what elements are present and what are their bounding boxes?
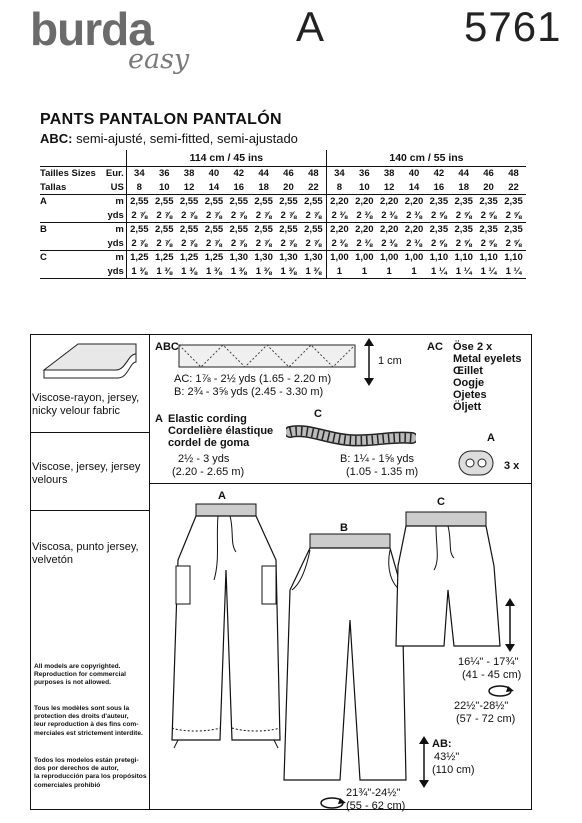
copyright-line: comerciales prohibió [34,781,101,789]
size-cell: 16 [426,181,451,195]
yardage-cell: 2,20 [404,196,424,208]
yardage-cell: 2 ⅞ [251,237,276,251]
yardage-cell: 1,00 [379,252,399,264]
view-label-empty [40,265,96,279]
size-cell: 44 [458,168,469,180]
yardage-cell: 2 ⅝ [476,237,501,251]
yardage-cell: 2,35 [504,196,523,208]
unit-yds: yds [96,265,127,279]
yardage-cell: 2 ⅜ [352,237,377,251]
yardage-cell: 1 [352,265,377,279]
size-cell: 38 [383,168,395,180]
yardage-cell: 2,55 [301,195,327,209]
page-subtitle [40,131,298,146]
yardage-cell: 2,35 [454,196,473,208]
fabric-en [32,392,139,417]
yardage-cell: 1,00 [330,252,349,264]
fabric-es-line: velvetón [32,553,73,566]
copyright-line: protection des droits d'auteur, [34,713,129,721]
copyright-line: Todos los modelos están pretegi- [34,757,139,764]
yardage-cell: 2,55 [279,196,298,208]
yardage-cell: 2 ⅞ [202,237,227,251]
row-unit: US [96,181,127,195]
size-cell: 48 [508,168,519,180]
yardage-cell: 2,55 [204,224,224,236]
copyright-fr [34,705,143,738]
size-cell: 22 [301,181,327,195]
size-cell: 12 [377,181,402,195]
yardage-row-m [40,223,526,237]
size-cell: 42 [433,168,445,180]
yardage-cell: 1,00 [404,252,424,264]
unit-m: m [96,195,127,209]
yardage-cell: 2,20 [355,196,374,208]
length-arrow-icon [502,598,518,652]
eyelet-name: Öljett [453,401,482,413]
size-cell: 14 [402,181,427,195]
brand-sub-logo: easy [128,44,190,75]
eyelets-names [453,341,521,413]
eyelet-name: Ojetes [453,389,487,401]
row-label: Tallas [40,181,96,195]
yardage-cell: 2,55 [229,196,249,208]
yardage-cell: 1 [377,265,402,279]
fabric-es-line: Viscosa, punto jersey, [32,541,139,553]
cord-m: (1.05 - 1.35 m) [346,466,419,478]
yardage-cell: 2 ⅜ [326,237,352,251]
b-hem-cm: (55 - 62 cm) [346,800,406,812]
ab-length-cm: (110 cm) [432,764,475,776]
yardage-cell: 2,35 [504,224,523,236]
yardage-cell: 2 ⅞ [226,209,251,223]
yardage-cell: 2,55 [254,224,273,236]
size-cell: 8 [326,181,352,195]
fabric-swatch-icon [38,340,142,384]
view-a-label: A [218,490,226,502]
yardage-cell: 2,35 [429,224,449,236]
view-label-empty [40,209,96,223]
copyright-line: purposes is not allowed. [34,679,111,687]
interfacing-b: B: 2¾ - 3⅝ yds (2.45 - 3.30 m) [174,386,324,398]
yardage-cell: 1 ¼ [426,265,451,279]
cord-icon [286,418,416,454]
unit-yds: yds [96,237,127,251]
header-spacer [40,150,96,167]
yardage-cell: 2 ⅜ [402,237,427,251]
pants-b-drawing [280,530,410,790]
yardage-cell: 1,10 [504,252,523,264]
yardage-cell: 2,55 [254,196,273,208]
size-cell: 36 [359,168,370,180]
yardage-cell: 1 ¼ [501,265,526,279]
yardage-cell: 2 ⅝ [451,237,476,251]
yardage-cell: 1 [402,265,427,279]
view-label: A [40,196,47,208]
brand-logo: burda [30,3,153,55]
copyright-line: Tous les modèles sont sous la [34,705,130,712]
size-cell: 34 [334,168,345,180]
yardage-cell: 1 ⅜ [126,265,152,279]
yardage-cell: 2 ⅝ [501,209,526,223]
stopper-label: A [487,432,495,444]
unit-m: m [96,251,127,265]
interfacing-strip-icon [178,341,358,371]
elastic-label: A [155,413,163,425]
yardage-cell: 2,20 [379,224,399,236]
yardage-cell: 2,55 [130,224,149,236]
stopper-qty: 3 x [504,460,520,472]
yardage-cell: 1 ⅜ [276,265,301,279]
fabric-en-line: nicky velour fabric [32,404,121,417]
copyright-line: All models are copyrighted. [34,663,121,670]
yardage-cell: 1 ⅜ [251,265,276,279]
size-cell: 46 [283,168,294,180]
yardage-cell: 2 ⅝ [426,237,451,251]
table-header-row [40,150,526,167]
yardage-cell: 1 ¼ [476,265,501,279]
interfacing-ac: AC: 1⅞ - 2½ yds (1.65 - 2.20 m) [174,373,332,385]
yardage-cell: 1,25 [179,252,199,264]
yardage-cell: 1,25 [204,252,224,264]
yardage-cell: 2 ⅞ [276,237,301,251]
yardage-cell: 2 ⅞ [126,209,152,223]
subtitle-fit: semi-ajusté, semi-fitted, semi-ajustado [72,131,298,146]
cord-yds: B: 1¼ - 1⅝ yds [340,453,414,465]
yardage-cell: 2,35 [429,196,449,208]
b-hem-ins: 21¾"-24½" [346,787,401,799]
eyelets-label: AC [427,341,443,353]
c-hem-ins: 22½"-28½" [454,700,509,712]
yardage-cell: 2,20 [355,224,374,236]
yardage-cell: 1 ⅜ [152,265,177,279]
yardage-cell: 2 ⅞ [226,237,251,251]
width-114-header: 114 cm / 45 ins [126,150,326,167]
view-c-label: C [437,496,445,508]
divider-right [149,483,531,484]
copyright-line: Reproduction for commercial [34,671,126,679]
yardage-cell: 2 ⅞ [177,237,202,251]
yardage-cell: 2,55 [179,224,199,236]
yardage-cell: 2 ⅞ [301,209,327,223]
size-cell: 40 [408,168,420,180]
copyright-line: leur reproduction à des fins com- [34,721,139,729]
size-cell: 10 [352,181,377,195]
yardage-cell: 2 ⅞ [177,209,202,223]
yardage-cell: 1 ⅜ [177,265,202,279]
yardage-cell: 2 ⅝ [426,209,451,223]
yardage-cell: 1,30 [279,252,298,264]
yardage-cell: 2 ⅝ [451,209,476,223]
view-b-label: B [340,522,348,534]
yardage-cell: 2,20 [330,196,349,208]
subtitle-views: ABC: [40,131,73,146]
yardage-row-m [40,195,526,209]
length-arrow-icon [416,736,432,788]
size-cell: 40 [208,168,220,180]
yardage-cell: 2,55 [229,224,249,236]
size-cell: 48 [301,167,327,181]
size-cell: 16 [226,181,251,195]
size-row-eur [40,167,526,181]
size-cell: 34 [134,168,145,180]
c-length-cm: (41 - 45 cm) [462,669,522,681]
elastic-m: (2.20 - 2.65 m) [172,466,245,478]
yardage-cell: 2,20 [330,224,349,236]
yardage-cell: 2,55 [130,196,149,208]
yardage-cell: 1,10 [479,252,498,264]
view-label: C [40,252,47,264]
row-label: Tailles Sizes [40,168,96,180]
cord-stopper-icon [456,448,496,478]
elastic-name: cordel de goma [168,437,250,449]
pattern-number: 5761 [464,3,562,50]
fabric-fr [32,461,140,486]
size-cell: 8 [126,181,152,195]
divider-left-1 [30,432,150,433]
copyright-line: la reproducción para los propósitos [34,773,147,781]
yardage-row-m [40,251,526,265]
elastic-name: Cordelière élastique [168,425,274,437]
yardage-cell: 1,30 [229,252,249,264]
header-spacer [96,150,127,167]
yardage-cell: 2,55 [155,224,174,236]
yardage-cell: 2,20 [379,196,399,208]
eyelet-name: Öse [453,341,474,353]
yardage-cell: 1,10 [454,252,473,264]
size-cell: 22 [501,181,526,195]
size-cell: 38 [183,168,195,180]
view-label: B [40,224,47,236]
yardage-cell: 1,30 [254,252,273,264]
yardage-cell: 2 ⅜ [326,209,352,223]
yardage-cell: 2 ⅜ [402,209,427,223]
size-cell: 36 [158,168,170,180]
copyright-line: dos por derechos de autor, [34,765,119,773]
yardage-cell: 2 ⅞ [152,237,177,251]
eyelet-name: Œillet [453,365,483,377]
copyright-line: merciales est strictement interdite. [34,729,143,737]
size-cell: 18 [451,181,476,195]
fabric-en-line: Viscose-rayon, jersey, [32,392,140,404]
size-cell: 42 [233,168,245,180]
size-cell: 20 [476,181,501,195]
size-cell: 14 [202,181,227,195]
yardage-cell: 2 ⅞ [251,209,276,223]
yardage-cell: 2 ⅜ [377,209,402,223]
yardage-cell: 1 ¼ [451,265,476,279]
view-label-empty [40,237,96,251]
yardage-table [40,150,526,279]
yardage-cell: 2 ⅜ [377,237,402,251]
yardage-cell: 2 ⅝ [501,237,526,251]
yardage-cell: 2 ⅞ [301,237,327,251]
elastic-yds: 2½ - 3 yds [178,453,230,465]
width-arrow-icon [362,338,376,386]
c-length-ins: 16¼" - 17¾" [458,656,519,668]
yardage-cell: 1 ⅜ [226,265,251,279]
size-cell: 18 [251,181,276,195]
width-140-header: 140 cm / 55 ins [326,150,526,167]
eyelet-name: Metal eyelets [453,353,522,365]
yardage-cell: 2 ⅞ [126,237,152,251]
yardage-cell: 1,25 [155,252,174,264]
pants-a-drawing [158,500,298,750]
yardage-cell: 1 ⅜ [301,265,327,279]
size-cell: 44 [258,168,269,180]
interfacing-label: ABC [155,341,179,353]
copyright-es [34,757,146,790]
yardage-cell: 1,25 [130,252,149,264]
yardage-cell: 2,35 [454,224,473,236]
yardage-cell: 1,00 [355,252,374,264]
yardage-cell: 2,55 [279,224,298,236]
yardage-cell: 1,30 [301,251,327,265]
yardage-row-yds [40,265,526,279]
elastic-name: Elastic cording [168,413,247,425]
circumference-icon [318,795,346,811]
yardage-cell: 2 ⅞ [152,209,177,223]
c-hem-cm: (57 - 72 cm) [456,713,516,725]
eyelet-name: Oogje [453,377,485,389]
yardage-row-yds [40,209,526,223]
view-letter: A [296,3,325,50]
shorts-c-drawing [392,506,504,656]
yardage-cell: 2,55 [155,196,174,208]
interfacing-width: 1 cm [378,355,402,367]
circumference-icon [486,683,514,699]
yardage-cell: 1 [326,265,352,279]
size-cell: 12 [177,181,202,195]
yardage-cell: 2,55 [204,196,224,208]
size-row-us [40,181,526,195]
divider-vertical [149,334,150,809]
yardage-cell: 1,10 [429,252,449,264]
yardage-row-yds [40,237,526,251]
cord-label: C [314,408,322,420]
yardage-cell: 2 ⅝ [476,209,501,223]
yardage-cell: 2 ⅜ [352,209,377,223]
fabric-fr-line: velours [32,473,68,486]
yardage-cell: 2,55 [301,223,327,237]
row-unit: Eur. [96,167,127,181]
copyright-en [34,663,126,688]
fabric-es [32,541,139,566]
yardage-cell: 2,35 [479,196,498,208]
fabric-fr-line: Viscose, jersey, jersey [32,461,141,473]
size-cell: 46 [483,168,494,180]
eyelets-qty: 2 x [477,341,493,353]
unit-yds: yds [96,209,127,223]
yardage-cell: 1 ⅜ [202,265,227,279]
yardage-cell: 2,35 [479,224,498,236]
yardage-cell: 2,55 [179,196,199,208]
size-cell: 20 [276,181,301,195]
yardage-cell: 2 ⅞ [276,209,301,223]
unit-m: m [96,223,127,237]
divider-left-2 [30,510,150,511]
yardage-cell: 2,20 [404,224,424,236]
size-cell: 10 [152,181,177,195]
ab-length-ins: 43½" [434,751,460,763]
elastic-names [168,413,273,449]
yardage-cell: 2 ⅞ [202,209,227,223]
ab-length-label: AB: [432,738,452,750]
page-title: PANTS PANTALON PANTALÓN [40,111,282,128]
